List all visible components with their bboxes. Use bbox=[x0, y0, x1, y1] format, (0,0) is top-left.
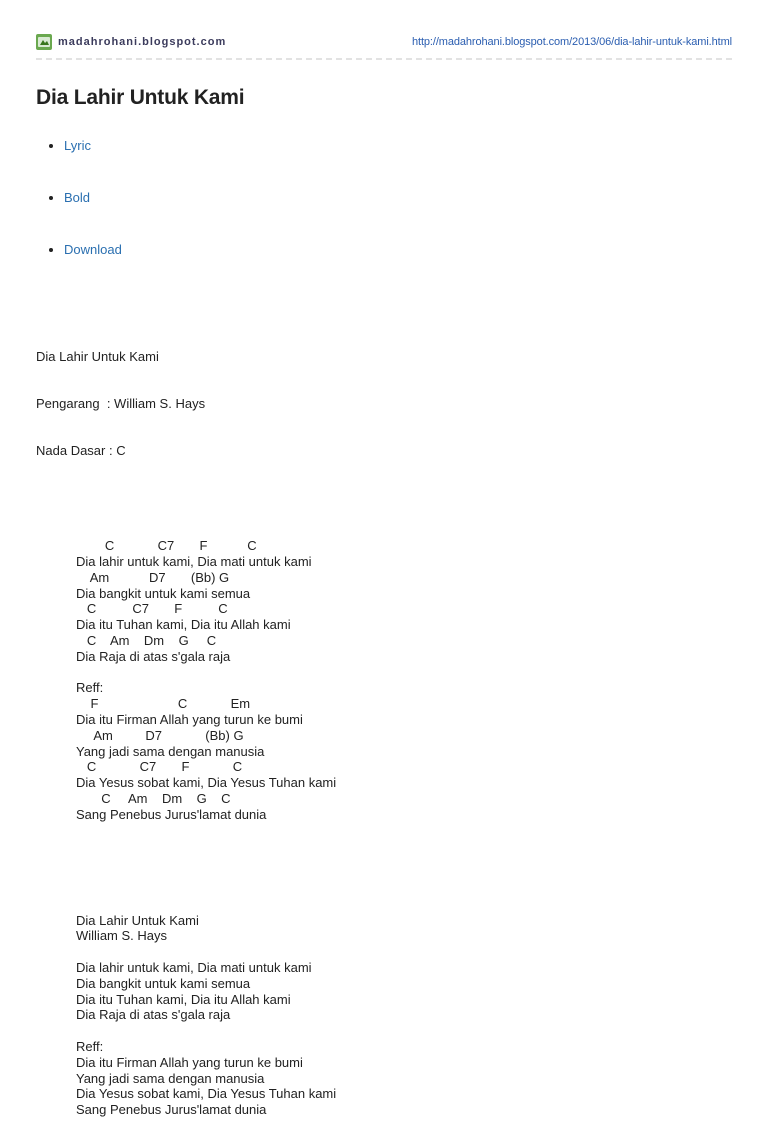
source-url-link[interactable]: http://madahrohani.blogspot.com/2013/06/dia-lahir-untuk-kami.html bbox=[411, 36, 732, 48]
header-divider bbox=[36, 58, 732, 60]
lyric-sheet: Dia Lahir Untuk Kami William S. Hays Dia lahir untuk kami, Dia mati untuk kami Dia bangkit untuk kami semua Dia itu Tuhan kami, Dia itu Allah kami Dia Raja di atas s'gala raja Reff: Dia itu Firman Allah yang turun ke bumi Yang jadi sama dengan manusia Dia Yesus sobat kami, Dia Yesus Tuhan kami Sang Penebus Jurus'lamat dunia bbox=[76, 912, 337, 1118]
page-title: Dia Lahir Untuk Kami bbox=[36, 86, 245, 109]
site-brand[interactable] bbox=[36, 34, 226, 50]
spacer bbox=[36, 491, 732, 507]
bold-link[interactable]: Bold bbox=[64, 190, 91, 205]
info-title: Dia Lahir Untuk Kami bbox=[36, 348, 159, 364]
blogger-icon bbox=[36, 34, 52, 50]
menu-item-lyric bbox=[36, 136, 122, 156]
tab-menu bbox=[36, 136, 122, 292]
menu-item-bold bbox=[36, 188, 122, 208]
download-link[interactable]: Download bbox=[64, 242, 122, 257]
lyric-link[interactable]: Lyric bbox=[64, 138, 91, 153]
menu-item-download bbox=[36, 240, 122, 260]
info-key: Nada Dasar : C bbox=[36, 443, 126, 459]
page-header bbox=[36, 34, 732, 54]
chord-sheet: C C7 F C Dia lahir untuk kami, Dia mati untuk kami Am D7 (Bb) G Dia bangkit untuk kami semua C C7 F C Dia itu Tuhan kami, Dia itu Allah kami C Am Dm G C Dia Raja di atas s'gala raja Reff: F C Em Dia itu Firman Allah yang turun ke bumi Am D7 (Bb) G Yang jadi sama dengan manusia C C7 F C Dia Yesus sobat kami, Dia Yesus Tuhan kami C Am Dm G C Sang Penebus Jurus'lamat dunia bbox=[76, 538, 337, 822]
info-composer: Pengarang : William S. Hays bbox=[36, 395, 206, 411]
post-content bbox=[36, 317, 732, 1134]
spacer bbox=[36, 854, 732, 881]
site-name: madahrohani.blogspot.com bbox=[58, 36, 227, 48]
